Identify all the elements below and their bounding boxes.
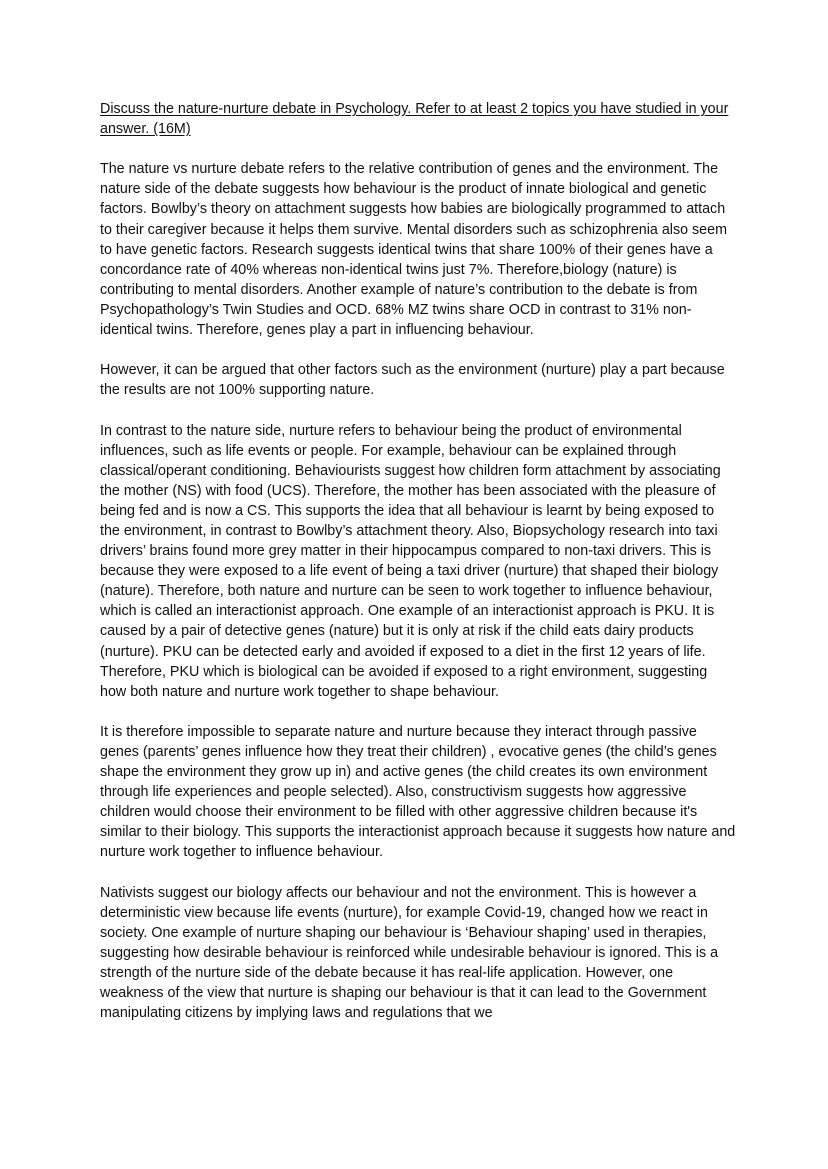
- essay-question-title: Discuss the nature-nurture debate in Psychology. Refer to at least 2 topics you have studied in your answer. (16M): [100, 101, 729, 138]
- document-page: [100, 99, 736, 1023]
- paragraph-nature-side: The nature vs nurture debate refers to the relative contribution of genes and the environment. The nature side of the debate suggests how behaviour is the product of innate biological and genetic factors. Bowlby’s theory on attachment suggests how babies are biologically programmed to attach to their caregiver because it helps them survive. Mental disorders such as schizophrenia also seem to have genetic factors. Research suggests identical twins that share 100% of their genes have a concordance rate of 40% whereas non-identical twins just 7%. Therefore,biology (nature) is contributing to mental disorders. Another example of nature’s contribution to the debate is from Psychopathology’s Twin Studies and OCD. 68% MZ twins share OCD in contrast to 31% non-identical twins. Therefore, genes play a part in influencing behaviour.: [100, 161, 727, 339]
- paragraph-interaction: It is therefore impossible to separate nature and nurture because they interact through passive genes (parents’ genes influence how they treat their children) , evocative genes (the child’s genes shape the environment they grow up in) and active genes (the child creates its own environment through life experiences and people selected). Also, constructivism suggests how aggressive children would choose their environment to be filled with other aggressive children because it's similar to their biology. This supports the interactionist approach because it suggests how nature and nurture work together to influence behaviour.: [100, 723, 736, 861]
- paragraph-counterargument: However, it can be argued that other factors such as the environment (nurture) play a part because the results are not 100% supporting nature.: [100, 362, 725, 399]
- paragraph-nativists: Nativists suggest our biology affects our behaviour and not the environment. This is however a deterministic view because life events (nurture), for example Covid-19, changed how we react in society. One example of nurture shaping our behaviour is ‘Behaviour shaping’ used in therapies, suggesting how desirable behaviour is reinforced while undesirable behaviour is ignored. This is a strength of the nurture side of the debate because it has real-life application. However, one weakness of the view that nurture is shaping our behaviour is that it can lead to the Government manipulating citizens by implying laws and regulations that we: [100, 884, 719, 1022]
- paragraph-nurture-side: In contrast to the nature side, nurture refers to behaviour being the product of environmental influences, such as life events or people. For example, behaviour can be explained through classical/operant conditioning. Behaviourists suggest how children form attachment by associating the mother (NS) with food (UCS). Therefore, the mother has been associated with the pleasure of being fed and is now a CS. This supports the idea that all behaviour is learnt by being exposed to the environment, in contrast to Bowlby’s attachment theory. Also, Biopsychology research into taxi drivers’ brains found more grey matter in their hippocampus compared to non-taxi drivers. This is because they were exposed to a life event of being a taxi driver (nurture) that shaped their biology (nature). Therefore, both nature and nurture can be seen to work together to influence behaviour, which is called an interactionist approach. One example of an interactionist approach is PKU. It is caused by a pair of detective genes (nature) but it is only at risk if the child eats dairy products (nurture). PKU can be detected early and avoided if exposed to a diet in the first 12 years of life. Therefore, PKU which is biological can be avoided if exposed to a right environment, suggesting how both nature and nurture work together to shape behaviour.: [100, 422, 721, 700]
